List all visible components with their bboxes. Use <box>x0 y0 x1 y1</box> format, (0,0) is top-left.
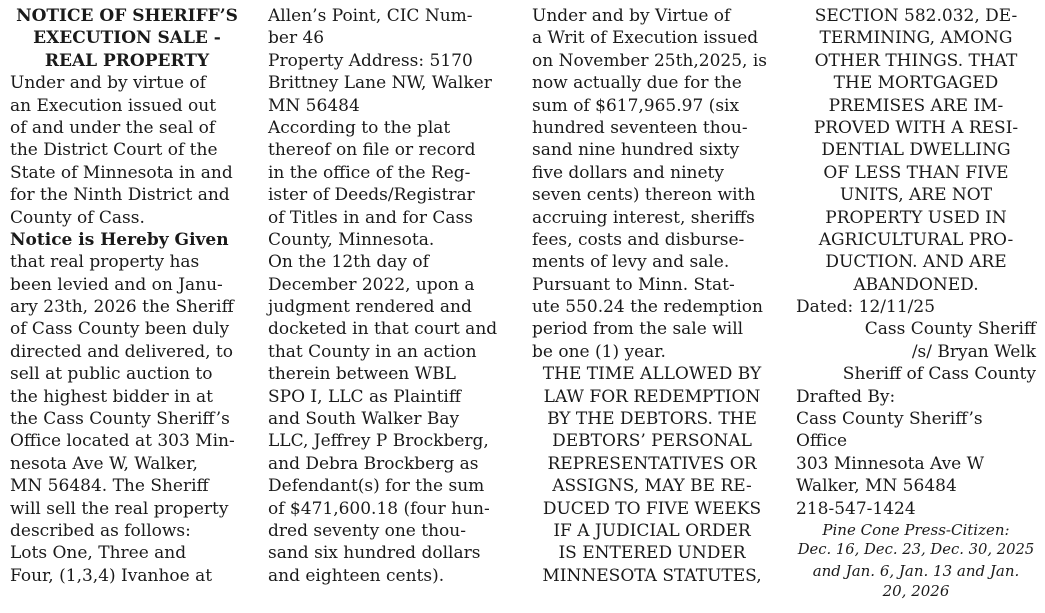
notice-line: and eighteen cents). <box>268 565 445 586</box>
notice-line: County, Minnesota. <box>268 229 435 250</box>
notice-line: 20, 2026 <box>882 582 950 601</box>
notice-line: in the office of the Reg- <box>268 162 471 183</box>
notice-line: ber 46 <box>268 28 325 49</box>
notice-line: Office located at 303 Min- <box>10 431 235 452</box>
notice-line: OF LESS THAN FIVE <box>823 162 1009 183</box>
notice-line: the Cass County Sheriff’s <box>10 409 230 430</box>
notice-line: Lots One, Three and <box>10 543 187 564</box>
notice-line: DUCED TO FIVE WEEKS <box>542 498 762 519</box>
notice-line: /s/ Bryan Welk <box>911 341 1036 362</box>
notice-line: TERMINING, AMONG <box>819 28 1013 49</box>
notice-line: that real property has <box>10 252 200 273</box>
notice-line: judgment rendered and <box>268 297 472 318</box>
notice-line: PROVED WITH A RESI- <box>813 117 1019 138</box>
notice-line: AGRICULTURAL PRO- <box>818 229 1014 250</box>
notice-line: DEBTORS’ PERSONAL <box>552 431 752 452</box>
notice-line: UNITS, ARE NOT <box>839 185 993 206</box>
notice-line: Pine Cone Press-Citizen: <box>822 520 1010 539</box>
notice-line: EXECUTION SALE - <box>33 28 221 49</box>
notice-line: on November 25th,2025, is <box>532 50 768 71</box>
notice-line: sand nine hundred sixty <box>532 140 740 161</box>
notice-line: December 2022, upon a <box>268 274 475 295</box>
notice-line: Cass County Sheriff’s <box>796 409 983 430</box>
notice-line: hundred seventeen thou- <box>532 117 748 138</box>
notice-line: dred seventy one thou- <box>268 520 466 541</box>
notice-line: the highest bidder in at <box>10 386 213 407</box>
notice-line: County of Cass. <box>10 207 145 228</box>
notice-line: Office <box>796 431 848 452</box>
notice-column-1 <box>10 5 244 587</box>
notice-line: sand six hundred dollars <box>268 543 481 564</box>
notice-line: the District Court of the <box>10 140 218 161</box>
notice-line: of and under the seal of <box>10 117 216 138</box>
notice-line: 303 Minnesota Ave W <box>796 453 985 474</box>
notice-line: five dollars and ninety <box>532 162 724 183</box>
notice-line: LLC, Jeffrey P Brockberg, <box>268 431 489 452</box>
notice-line: MINNESOTA STATUTES, <box>542 565 762 586</box>
notice-line: IS ENTERED UNDER <box>558 543 746 564</box>
notice-line: 218-547-1424 <box>796 498 916 519</box>
notice-line: accruing interest, sheriffs <box>532 207 755 228</box>
notice-line: an Execution issued out <box>10 95 217 116</box>
notice-column-2 <box>268 5 508 587</box>
notice-line: Four, (1,3,4) Ivanhoe at <box>10 565 213 586</box>
notice-line: be one (1) year. <box>532 341 666 362</box>
notice-line: ute 550.24 the redemption <box>532 297 763 318</box>
notice-line: directed and delivered, to <box>10 341 234 362</box>
notice-line: seven cents) thereon with <box>532 185 756 206</box>
notice-line: IF A JUDICIAL ORDER <box>553 520 751 541</box>
notice-line: period from the sale will <box>532 319 744 340</box>
notice-line: Walker, MN 56484 <box>796 476 957 497</box>
notice-line: nesota Ave W, Walker, <box>10 453 198 474</box>
notice-line: MN 56484. The Sheriff <box>10 476 209 497</box>
notice-line: State of Minnesota in and <box>10 162 233 183</box>
notice-line: SPO I, LLC as Plaintiff <box>268 386 461 407</box>
notice-line: Cass County Sheriff <box>864 319 1036 340</box>
notice-line: a Writ of Execution issued <box>532 28 759 49</box>
notice-line: ister of Deeds/Registrar <box>268 185 475 206</box>
notice-line: PREMISES ARE IM- <box>828 95 1004 116</box>
notice-line: of Titles in and for Cass <box>268 207 473 228</box>
notice-line: DENTIAL DWELLING <box>821 140 1011 161</box>
notice-column-4 <box>796 5 1036 602</box>
notice-line: OTHER THINGS. THAT <box>814 50 1018 71</box>
notice-line: and Jan. 6, Jan. 13 and Jan. <box>812 561 1020 580</box>
notice-line: Brittney Lane NW, Walker <box>268 73 492 94</box>
notice-line: will sell the real property <box>10 498 229 519</box>
notice-line: docketed in that court and <box>268 319 498 340</box>
notice-line: Dated: 12/11/25 <box>796 297 936 318</box>
notice-line: and Debra Brockberg as <box>268 453 479 474</box>
notice-line: PROPERTY USED IN <box>825 207 1007 228</box>
notice-line: been levied and on Janu- <box>10 274 223 295</box>
notice-line: On the 12th day of <box>268 252 429 273</box>
notice-line: described as follows: <box>10 520 191 541</box>
notice-line: Dec. 16, Dec. 23, Dec. 30, 2025 <box>797 541 1035 559</box>
notice-line: thereof on file or record <box>268 140 476 161</box>
notice-line: THE TIME ALLOWED BY <box>542 364 762 385</box>
notice-line: of Cass County been duly <box>10 319 230 340</box>
notice-line: ary 23th, 2026 the Sheriff <box>10 297 234 318</box>
notice-line: for the Ninth District and <box>10 185 230 206</box>
notice-line: of $471,600.18 (four hun- <box>268 498 490 519</box>
notice-line: REAL PROPERTY <box>44 50 210 71</box>
notice-line: Under and by virtue of <box>10 73 206 94</box>
notice-line: now actually due for the <box>532 73 742 94</box>
notice-line: Allen’s Point, CIC Num- <box>268 6 473 26</box>
notice-line: MN 56484 <box>268 95 360 116</box>
notice-line: ASSIGNS, MAY BE RE- <box>552 476 752 497</box>
notice-line: sell at public auction to <box>10 364 213 385</box>
notice-line: and South Walker Bay <box>268 409 460 430</box>
notice-line: ments of levy and sale. <box>532 252 730 273</box>
notice-line: DUCTION. AND ARE <box>825 252 1007 273</box>
notice-column-3 <box>532 5 772 587</box>
notice-line: Pursuant to Minn. Stat- <box>532 274 735 295</box>
notice-line: sum of $617,965.97 (six <box>532 95 740 116</box>
notice-line: SECTION 582.032, DE- <box>814 6 1018 26</box>
notice-line: Defendant(s) for the sum <box>268 476 485 497</box>
notice-line: LAW FOR REDEMPTION <box>543 386 761 407</box>
notice-line: THE MORTGAGED <box>833 73 999 94</box>
notice-line: ABANDONED. <box>853 274 979 295</box>
notice-line: NOTICE OF SHERIFF’S <box>16 6 238 26</box>
notice-line: that County in an action <box>268 341 477 362</box>
notice-line: BY THE DEBTORS. THE <box>547 409 757 430</box>
notice-line: fees, costs and disburse- <box>532 229 745 250</box>
notice-line: therein between WBL <box>268 364 456 385</box>
notice-line: According to the plat <box>268 117 451 138</box>
notice-line: Property Address: 5170 <box>268 50 473 71</box>
notice-line: Drafted By: <box>796 386 896 407</box>
notice-line: Sheriff of Cass County <box>842 364 1036 385</box>
notice-line: Under and by Virtue of <box>532 6 731 26</box>
notice-line: REPRESENTATIVES OR <box>547 453 757 474</box>
notice-line: Notice is Hereby Given <box>10 229 229 250</box>
